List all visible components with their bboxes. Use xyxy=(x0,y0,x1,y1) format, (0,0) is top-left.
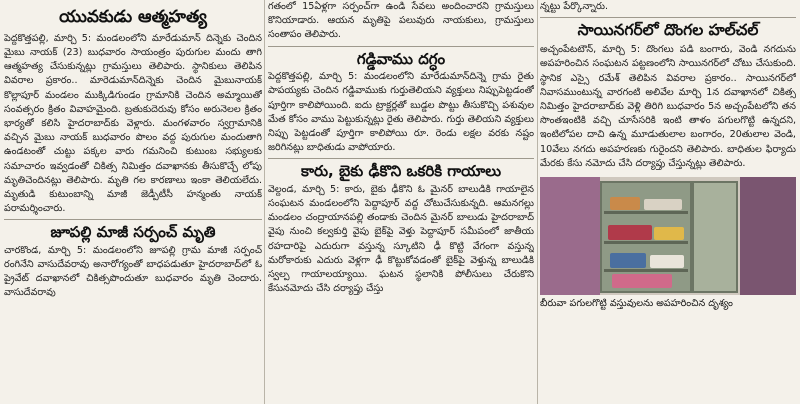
divider xyxy=(268,158,534,159)
cupboard-door xyxy=(692,181,738,293)
theft-scene-photo xyxy=(540,177,796,295)
article-youth-suicide-body: పెద్దకొత్తపల్లి, మార్చి 5: మండలంలోని మారేడుమాన్ దిన్నెకు చెందిన మైబు నాయక్ (23) బుధవారం సాయంత్రం పురుగుల మందు తాగి ఆత్మహత్య చేసుకున్నట్లు గ్రామస్తులు తెలిపారు. స్థానికులు తెలిపిన వివరాల ప్రకారం.. మారెడుమాన్‌దిన్నెకు చెందిన మైబునాయక్ కొల్లాపూర్ మండలం ముక్కిడిగుండం గ్రామానికి చెందిన అమ్మాయితో సంవత్సరం క్రితం వివాహమైంది. బ్రతుకుదెరువు కోసం అరునెలల క్రితం భార్యతో కలిసి హైదరాబాద్‌కు వెళ్లారు. మంగళవారం స్వగ్రామానికి వచ్చిన మైబు నాయక్ బుధవారం పొలం వద్ద పురుగుల మందుతాగి ఉండటంతో చుట్టు పక్కల వారు గమనించి కుటుంబ సభ్యులకు సమాచారం ఇవ్వడంతో చికిత్స నిమిత్తం దవాఖానకు తీసుకొచ్చే లోపు మృతిచెందినట్లు తెలిపారు. మృతి గల కారణాలు ఇంకా తెలియలేదు. మృతుడి కుటుంబాన్ని మాజీ జెడ్పీటీసీ హన్మంతు నాయక్ పరామర్శించారు. xyxy=(4,32,262,215)
column-rule xyxy=(264,0,265,404)
headline-youth-suicide: యువకుడు ఆత్మహత్య xyxy=(59,7,207,27)
article-theft-body: అచ్చంపేటటౌన్, మార్చి 5: దొంగలు పడి బంగారు, వెండి నగదును అపహరించిన సంఘటన పట్టణంలోని సాయినగర్‌లో చోటు చేసుకుంది. స్థానిక ఎస్సై రమేశ్ తెలిపిన వివరాల ప్రకారం.. సాయినగర్‌లో నివాసముంటున్న వారగంటి అలివేల మార్చి 1న దవాఖానలో చికిత్స నిమిత్తం హైదరాబాద్‌కు వెళ్లి తిరిగి బుధవారం 5న అచ్చంపేటలోని తన సొంతఇంటికి వచ్చి చూసేసరికి ఇంటి తాళం పగులగొట్టి ఉన్నదని, ఇంటిలోపల దాచి ఉన్న మూడుతులాల బంగారం, 20తులాల వెండి, 10వేలు నగదు అపహరణకు గురైందని తెలిపారు. బాధితుల ఫిర్యాదు మేరకు కేసు నమోదు చేసి దర్యాప్తు చేస్తున్నట్లు తెలిపారు. xyxy=(540,44,796,169)
column-right xyxy=(540,0,796,404)
photo-caption: బీరువా పగులగొట్టి వస్తువులను అపహరించిన దృశ్యం xyxy=(540,298,733,310)
headline-thieves-saInagar: సాయినగర్‌లో దొంగల హల్‌చల్ xyxy=(577,21,759,40)
article-former-sarpanch-body: చారకొండ, మార్చి 5: మండలంలోని జూపల్లి గ్రామ మాజీ సర్పంచ్ రంగినేని వాసుదేవరావు అనారోగ్యంతో బాధపడుతూ హైదరాబాద్‌లో ఓ ప్రైవేట్ దవాఖానలో చికిత్సపొందుతూ బుధవారం మృతి చెందారు. వాసుదేవరావు xyxy=(4,244,262,299)
divider xyxy=(4,219,262,220)
divider xyxy=(268,46,534,47)
article-haystack-body: పెద్దకొత్తపల్లి, మార్చి 5: మండలంలోని మారేడుమాన్‌దిన్నె గ్రామ రైతు పాపయ్యకు చెందిన గడ్డివాముకు గుర్తుతెలియని వ్యక్తులు నిప్పుపెట్టడంతో పూర్తిగా కాలిపోయింది. ఐదు ట్రాక్టర్లతో బుడ్డల పొట్టు తీసుకొచ్చి పశువుల మేత కోసం వాము పెట్టుకున్నట్లు రైతు తెలిపారు. గుర్తు తెలియని వ్యక్తులు నిప్పు పెట్టడంతో పూర్తిగా కాలిపోయి రూ. రెండు లక్షల వరకు నష్టం జరిగినట్లు బాధితుడు వాపోయారు. xyxy=(268,71,534,154)
headline-car-bike-accident: కారు, బైకు ఢీకొని ఒకరికి గాయాలు xyxy=(300,162,502,181)
article-former-sarpanch-continued: గతంలో 15ఏళ్లగా సర్పంచ్‌గా ఉండి సేవలు అందించారని గ్రామస్తులు కొనియాడారు. ఆయన మృతిపై పలువురు నాయకులు, గ్రామస్తులు సంతాపం తెలిపారు. xyxy=(268,1,534,41)
column-left xyxy=(4,0,262,404)
headline-former-sarpanch-death: జూపల్లి మాజీ సర్పంచ్ మృతి xyxy=(50,223,216,242)
article-accident-continued: న్నట్టు పేర్కొన్నారు. xyxy=(540,1,609,12)
column-rule xyxy=(537,0,538,404)
headline-haystack-burnt: గడ్డివాము దగ్ధం xyxy=(356,49,446,68)
article-accident-body: వెల్దండ, మార్చి 5: కారు, బైకు ఢీకొని ఓ మైనర్ బాలుడికి గాయాలైన సంఘటన మండలంలోని పెద్దాపూర్ వద్ద చోటుచేసుకున్నది. ఆమనగల్లు మండలం చంద్రాయానపల్లి తండాకు చెందిన మైనర్ బాలుడు హైదరాబాద్ వైపు నుంచి కల్వకుర్తి వైపు బైక్‌పై వెళ్తు పెద్దాపూర్ సమీపంలో జాతీయ రహదారిపై ఎదురుగా వస్తున్న స్కూటిని ఢీ కొట్టి వేగంగా వస్తున్న మరోకారుకు ఎదురు వెళ్లగా ఢీ కొట్టుకోవడంతో బైక్‌పై వెళ్తున్న బాలుడికి స్వల్ప గాయాలయ్యాయి. ఘటన స్థలానికి పోలీసులు చేరుకొని కేసునమోదు చేసి దర్యాప్తు చేస్తు xyxy=(268,183,534,295)
divider xyxy=(540,17,796,18)
column-middle xyxy=(268,0,534,404)
